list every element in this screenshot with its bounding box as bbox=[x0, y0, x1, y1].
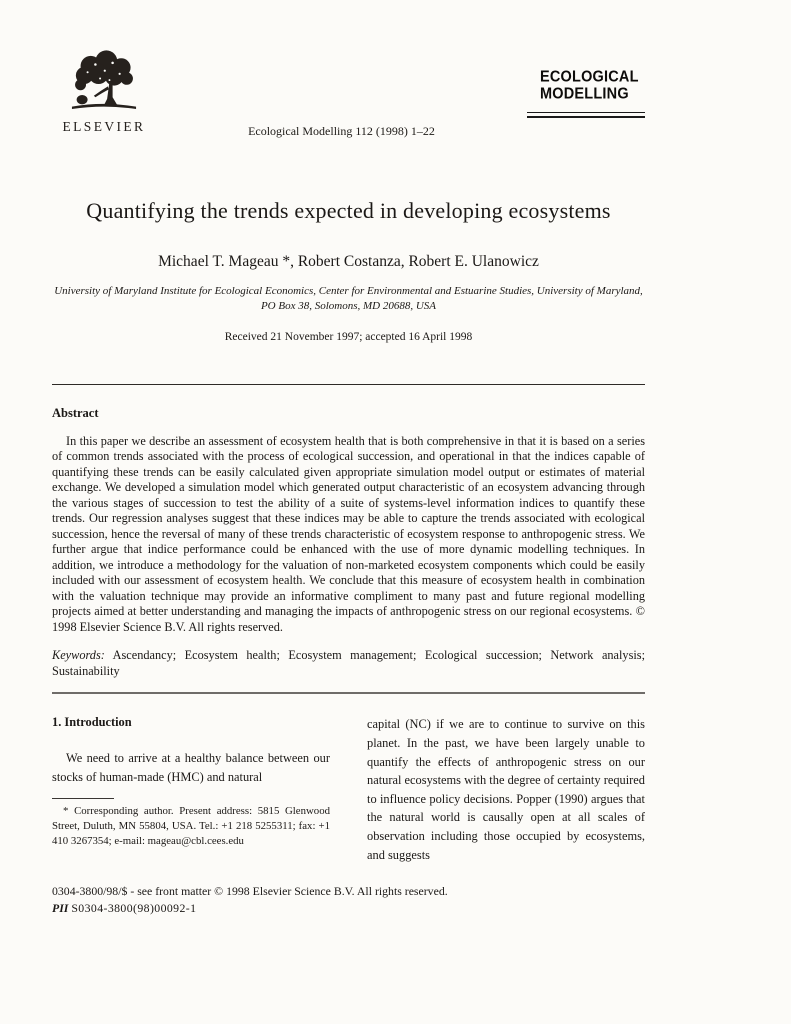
journal-logo-line1: ECOLOGICAL bbox=[540, 68, 639, 86]
issn-copyright-line: 0304-3800/98/$ - see front matter © 1998 Elsevier Science B.V. All rights reserved. bbox=[52, 884, 448, 899]
two-column-body bbox=[52, 715, 645, 864]
abstract-body: In this paper we describe an assessment of ecosystem health that is both comprehensive in that it is based on a series of common trends associated with the process of ecological succession, and operational in that the indices capable of quantifying these trends can be easily calculated given appropriate simulation model output or estimates of material exchange. We developed a simulation model which generated output characteristic of an ecosystem advancing through the various stages of succession to test the ability of a suite of systems-level information indices to quantify these trends. Our regression analyses suggest that these indices may be able to capture the trends associated with ecological succession, hence the reversal of many of these trends characteristic of ecosystem response to anthropogenic stress. We further argue that indice performance could be enhanced with the use of more dynamic modelling techniques. In addition, we introduce a methodology for the valuation of non-marketed ecosystem components which could be easily included with our assessment of ecosystem health. We conclude that this measure of ecosystem health in combination with the valuation technique may provide an informative compliment to many past and future regional modelling projects aimed at better understanding and managing the impacts of anthropogenic stress on our regional ecosystems. © 1998 Elsevier Science B.V. All rights reserved. bbox=[52, 433, 645, 634]
keywords-label: Keywords: bbox=[52, 648, 105, 663]
elsevier-tree-logo bbox=[61, 50, 147, 118]
affiliation-line2: PO Box 38, Solomons, MD 20688, USA bbox=[260, 299, 437, 312]
publisher-block bbox=[52, 50, 156, 135]
affiliation bbox=[52, 284, 645, 314]
abstract-top-rule bbox=[52, 384, 645, 385]
received-accepted-line: Received 21 November 1997; accepted 16 April 1998 bbox=[224, 330, 473, 343]
page-header bbox=[52, 50, 645, 142]
journal-logo bbox=[527, 70, 645, 103]
pii-value: S0304-3800(98)00092-1 bbox=[71, 900, 197, 915]
footnote-separator bbox=[52, 798, 114, 799]
right-column bbox=[367, 715, 645, 864]
journal-logo-line2: MODELLING bbox=[540, 85, 629, 103]
abstract-heading: Abstract bbox=[52, 405, 99, 420]
affiliation-line1: University of Maryland Institute for Ecological Economics, Center for Environmental and Estuarine Studies, University of Maryland, bbox=[54, 285, 643, 297]
authors-line: Michael T. Mageau *, Robert Costanza, Robert E. Ulanowicz bbox=[158, 253, 539, 270]
journal-logo-block bbox=[527, 70, 645, 118]
introduction-paragraph-right: capital (NC) if we are to continue to survive on this planet. In the past, we have been largely unable to quantify the effects of anthropogenic stress on our natural ecosystems with the degree of certainty required to influence policy decisions. Popper (1990) argues that the natural world is causally open at all scales of observation including those occupied by ecosystems, and suggests bbox=[367, 717, 645, 862]
introduction-heading: 1. Introduction bbox=[52, 715, 132, 730]
publisher-name: ELSEVIER bbox=[62, 119, 146, 134]
pii-line bbox=[52, 900, 645, 917]
corresponding-author-footnote: * Corresponding author. Present address: 5815 Glenwood Street, Duluth, MN 55804, USA. Tel.: +1 218 5255311; fax: +1 410 3267354; e-mail: mageau@cbl.cees.edu bbox=[52, 804, 330, 847]
left-column bbox=[52, 715, 330, 864]
journal-citation: Ecological Modelling 112 (1998) 1–22 bbox=[248, 124, 435, 138]
pii-label: PII bbox=[52, 900, 69, 915]
journal-logo-double-rule bbox=[527, 112, 645, 118]
keywords-text: Ascendancy; Ecosystem health; Ecosystem management; Ecological succession; Network analysis; Sustainability bbox=[52, 648, 645, 679]
article-title: Quantifying the trends expected in developing ecosystems bbox=[86, 198, 611, 223]
keywords-line bbox=[52, 647, 645, 679]
copyright-footer bbox=[52, 883, 645, 916]
introduction-paragraph-left: We need to arrive at a healthy balance between our stocks of human-made (HMC) and natural bbox=[52, 751, 330, 785]
section-divider-rule bbox=[52, 692, 645, 694]
